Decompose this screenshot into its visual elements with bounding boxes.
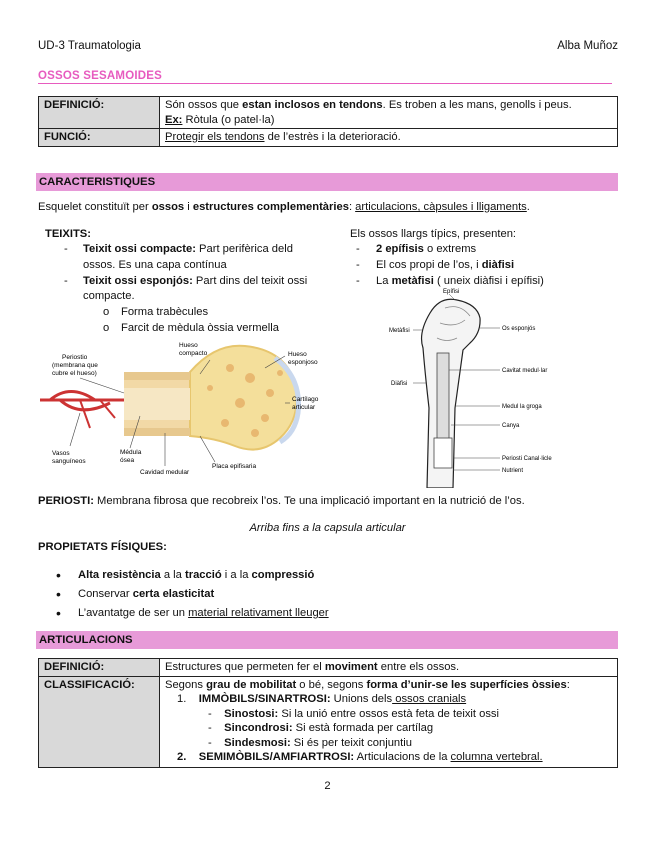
label-vasos-1: Vasos — [52, 450, 70, 457]
text-bold: diàfisi — [481, 259, 515, 271]
header-right: Alba Muñoz — [557, 40, 618, 52]
cut-section — [434, 438, 452, 468]
number: 1. — [177, 693, 187, 705]
sub-class-3: - Sindesmosi: Si és per teixit conjuntiu — [208, 736, 412, 749]
capsula-note: Arriba fins a la capsula articular — [249, 522, 406, 534]
articulacions-table — [38, 658, 618, 768]
text: Si és per teixit conjuntiu — [290, 736, 412, 749]
medullary-cavity — [437, 353, 449, 448]
text: . — [526, 201, 530, 213]
text: a la — [160, 569, 185, 581]
dash-icon: - — [356, 243, 360, 255]
example-label: Ex: — [165, 113, 183, 126]
text: . Es troben a les mans, genolls i peus. — [382, 99, 572, 111]
label-esponjoso-1: Hueso — [288, 351, 307, 358]
prop-item-2 — [78, 587, 214, 602]
text-underline: columna vertebral. — [450, 751, 543, 763]
text: i — [184, 201, 193, 213]
label-cavidad: Cavidad medular — [140, 469, 190, 476]
label-cavitat: Cavitat medul·lar — [502, 368, 548, 374]
prop-item-1 — [78, 568, 314, 583]
text-bold: Sinostosi: — [224, 707, 279, 720]
text-bold: moviment — [324, 661, 378, 673]
sub-class-2: - Sincondrosi: Si està formada per cartílag — [208, 722, 434, 734]
def-key: DEFINICIÓ: — [39, 97, 160, 129]
text: Part dins del teixit ossi — [192, 275, 308, 287]
label-medula-2: ósea — [120, 457, 135, 464]
text-underline: material relativament lleuger — [188, 607, 329, 619]
text-bold: Sincondrosi: — [224, 722, 293, 734]
label-periostio-2: (membrana que — [52, 362, 98, 369]
class-key: CLASSIFICACIÓ: — [39, 676, 160, 767]
propietats-title: PROPIETATS FÍSIQUES: — [38, 541, 167, 553]
text-bold: compressió — [251, 569, 315, 581]
class-intro — [165, 678, 612, 693]
number: 2. — [177, 751, 187, 763]
label-periosti: Periosti Canal·licle — [502, 456, 552, 462]
sub-item-1: Forma trabècules — [121, 306, 209, 318]
def-value — [160, 659, 618, 677]
text-bold: forma d’unir-se les superfícies òssies — [366, 678, 567, 691]
text-bold: tracció — [184, 569, 222, 581]
sesamoides-table — [38, 96, 618, 147]
label-diafisi: Diàfisi — [391, 381, 408, 387]
text-bold: ossos — [151, 201, 185, 213]
compacte-line1 — [83, 242, 293, 257]
page-number: 2 — [324, 780, 331, 792]
text: : — [348, 201, 356, 213]
label-periostio: Periostio — [62, 354, 88, 361]
text: entre els ossos. — [377, 661, 460, 673]
label-periostio-3: cubre el hueso) — [52, 370, 97, 377]
esponjos-line2: compacte. — [83, 290, 135, 302]
text-bold: estan inclosos en tendons — [242, 99, 383, 111]
label-compacto-2: compacto — [179, 350, 208, 357]
label-placa: Placa epifisaria — [212, 463, 257, 470]
text: i a la — [221, 569, 252, 581]
label-medula-1: Médula — [120, 449, 142, 456]
label-cartilago-1: Cartílago — [292, 396, 319, 403]
example-text: Ròtula (o patel·la) — [182, 113, 275, 126]
text-bold: estructures complementàries — [192, 201, 349, 213]
text: o bé, segons — [296, 678, 367, 691]
dash-icon: - — [64, 243, 68, 255]
dash-icon: - — [356, 259, 360, 271]
class-value — [160, 676, 618, 767]
text: L’avantatge de ser un — [78, 607, 189, 619]
text-bold: Sindesmosi: — [224, 736, 291, 749]
header-left: UD-3 Traumatologia — [38, 40, 141, 52]
text: Són ossos que — [165, 99, 243, 111]
text: El cos propi de l’os, i — [376, 259, 482, 271]
medullary-cavity — [124, 388, 190, 420]
table-row — [39, 659, 618, 677]
def-key: DEFINICIÓ: — [39, 659, 160, 677]
compact-bone-top — [124, 372, 190, 380]
table-row — [39, 676, 618, 767]
text: Unions dels — [330, 693, 393, 705]
text: Si la unió entre ossos està feta de teixit ossi — [278, 707, 500, 720]
label-vasos-2: sanguíneos — [52, 458, 86, 465]
text-underline: articulacions, càpsules i lligaments — [355, 201, 527, 213]
text-bold: Teixit ossi esponjós: — [83, 275, 193, 287]
compacte-line2: ossos. Es una capa contínua — [83, 259, 227, 271]
text: Estructures que permeten fer el — [165, 661, 325, 673]
text: Part perifèrica deld — [195, 243, 293, 255]
section-title-sesamoides: OSSOS SESAMOIDES — [38, 70, 612, 84]
text-underline: Protegir els tendons — [165, 131, 265, 143]
text-bold: metàfisi — [391, 275, 434, 287]
text-bold: IMMÒBILS/SINARTROSI: — [198, 693, 331, 705]
text: ( uneix diàfisi i epífisi) — [433, 275, 544, 287]
leader-line — [70, 413, 80, 446]
text-bold: grau de mobilitat — [206, 678, 297, 691]
sub-item-2: Farcit de mèdula òssia vermella — [121, 322, 279, 334]
text: : — [566, 678, 570, 691]
llargs-intro: Els ossos llargs típics, presenten: — [350, 228, 517, 240]
text-underline: ossos cranials — [392, 693, 467, 705]
text: Segons — [165, 678, 207, 691]
dash-icon: - — [356, 275, 360, 287]
sub-class-1: - Sinostosi: Si la unió entre ossos està feta de teixit ossi — [208, 707, 500, 720]
func-key: FUNCIÓ: — [39, 129, 160, 147]
label-esponjoso-2: esponjoso — [288, 359, 318, 366]
esponjos-line1 — [83, 274, 307, 289]
class-item-1 — [165, 692, 612, 707]
section-band-articulacions: ARTICULACIONS — [36, 631, 618, 649]
bone-section-figure — [40, 338, 330, 488]
text-bold: Alta resistència — [78, 569, 161, 581]
prop-item-3 — [78, 606, 329, 621]
section-band-caracteristiques: CARACTERISTIQUES — [36, 173, 618, 191]
leader-line — [80, 378, 124, 393]
label-canya: Canya — [502, 423, 520, 429]
periosti-line — [38, 494, 525, 509]
label-groga: Medul la groga — [502, 404, 542, 410]
text: Si està formada per cartílag — [292, 722, 434, 734]
llargs-item-1 — [376, 242, 476, 257]
text: de l’estrès i la deterioració. — [264, 131, 401, 143]
long-bone-figure — [385, 288, 555, 488]
text: Esquelet constituït per — [38, 201, 152, 213]
text: Conservar — [78, 588, 133, 600]
label-esponjos: Os esponjós — [502, 326, 536, 332]
circle-bullet-icon: o — [103, 322, 110, 334]
text: o extrems — [423, 243, 477, 255]
label-cartilago-2: articular — [292, 404, 316, 411]
text: La — [376, 275, 392, 287]
table-row — [39, 129, 618, 147]
func-value — [160, 129, 618, 147]
dash-icon: - — [64, 275, 68, 287]
text-bold: Teixit ossi compacte: — [83, 243, 196, 255]
table-row — [39, 97, 618, 129]
text-bold: PERIOSTI: — [38, 495, 94, 507]
llargs-item-2 — [376, 258, 514, 273]
label-epifisi: Epífisi — [443, 289, 460, 295]
text-bold: 2 epífisis — [376, 243, 424, 255]
text: Articulacions de la — [354, 751, 451, 763]
llargs-item-3 — [376, 274, 544, 289]
caract-intro — [38, 200, 530, 215]
label-nutrient: Nutrient — [502, 468, 524, 474]
text: Membrana fibrosa que recobreix l’os. Te una implicació important en la nutrició de l’os. — [93, 495, 525, 507]
circle-bullet-icon: o — [103, 306, 110, 318]
def-value — [160, 97, 618, 129]
label-compacto-1: Hueso — [179, 342, 198, 349]
text-bold: certa elasticitat — [132, 588, 215, 600]
class-item-2 — [165, 750, 612, 765]
text-bold: SEMIMÒBILS/AMFIARTROSI: — [198, 751, 355, 763]
teixits-title: TEIXITS: — [45, 228, 91, 240]
label-metafisi: Metàfisi — [389, 328, 410, 334]
